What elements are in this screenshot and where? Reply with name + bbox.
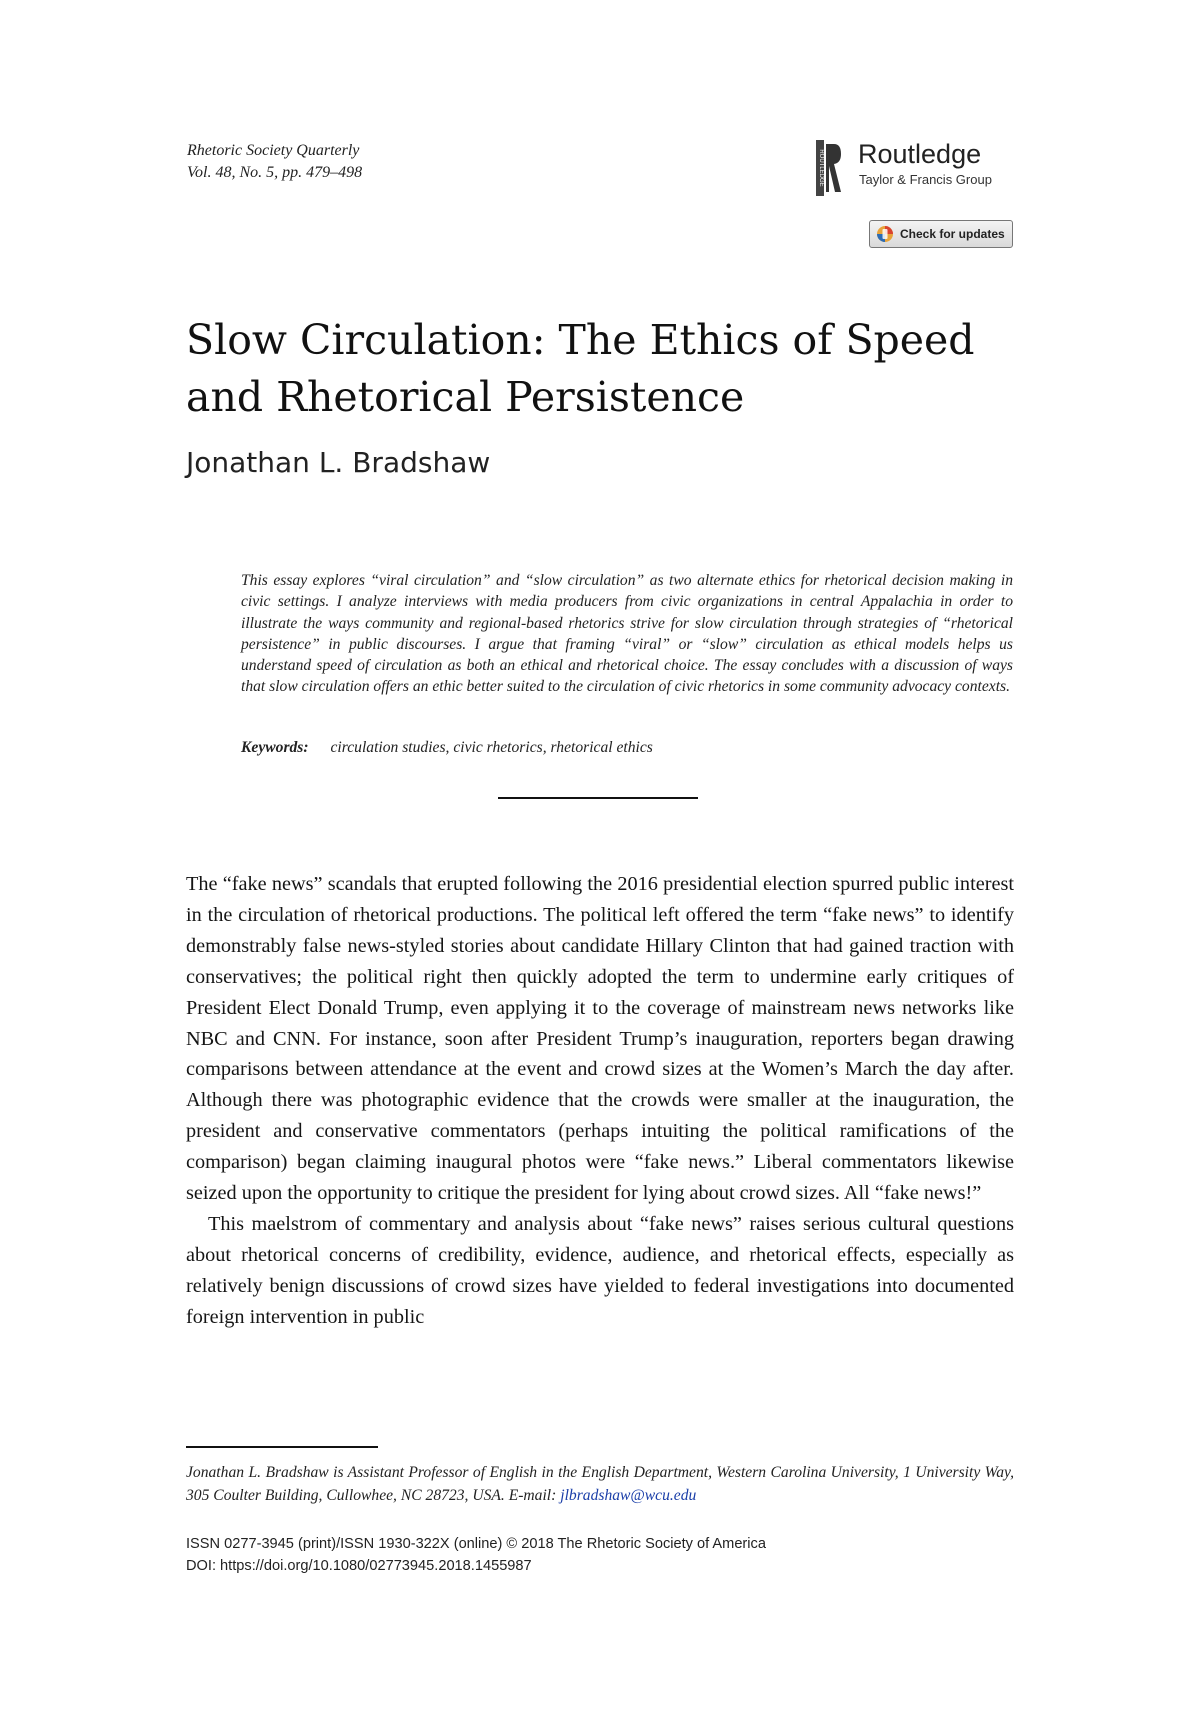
article-author: Jonathan L. Bradshaw (186, 446, 491, 479)
footnote-text: Jonathan L. Bradshaw is Assistant Professor of English in the English Department, Western Carolina University, 1 University Way, 305 Coulter Building, Cullowhee, NC 28723, USA. E-mail: (186, 1464, 1014, 1504)
crossmark-icon (876, 225, 894, 243)
doi-line: DOI: https://doi.org/10.1080/02773945.2018.1455987 (186, 1558, 532, 1574)
keywords-list: circulation studies, civic rhetorics, rhetorical ethics (330, 739, 653, 756)
article-title (186, 312, 1026, 426)
abstract: This essay explores “viral circulation” and “slow circulation” as two alternate ethics for rhetorical decision making in civic settings. I analyze interviews with media producers from civic organizations in central Appalachia in order to illustrate the ways community and regional-based rhetorics strive for slow circulation through strategies of “rhetorical persistence” in public discourses. I argue that framing “viral” or “slow” circulation as ethical models helps us understand speed of circulation as both an ethical and rhetorical choice. The essay concludes with a discussion of ways that slow circulation offers an ethic better suited to the circulation of civic rhetorics in some community advocacy contexts. (241, 572, 1013, 696)
section-divider (498, 797, 698, 799)
body-paragraph-2: This maelstrom of commentary and analysis about “fake news” raises serious cultural questions about rhetorical concerns of credibility, evidence, audience, and rhetorical effects, especially as relatively benign discussions of crowd sizes have yielded to federal investigations into documented foreign intervention in public (186, 1212, 1014, 1328)
issn-block (186, 1533, 1014, 1577)
article-title-line1: Slow Circulation: The Ethics of Speed (186, 316, 975, 364)
check-for-updates-button[interactable] (869, 220, 1013, 248)
issn-line: ISSN 0277-3945 (print)/ISSN 1930-322X (online) © 2018 The Rhetoric Society of America (186, 1536, 766, 1552)
body-text (186, 869, 1014, 1333)
check-for-updates-label: Check for updates (900, 227, 1005, 241)
journal-volume: Vol. 48, No. 5, pp. 479–498 (187, 164, 363, 181)
keywords (241, 737, 1013, 758)
publisher-group: Taylor & Francis Group (859, 172, 992, 187)
body-paragraph-1: The “fake news” scandals that erupted following the 2016 presidential election spurred public interest in the circulation of rhetorical productions. The political left offered the term “fake news” to identify demonstrably false news-styled stories about candidate Hillary Clinton that had gained traction with conservatives; the political right then quickly adopted the term to undermine early critiques of President Elect Donald Trump, even applying it to the coverage of mainstream news networks like NBC and CNN. For instance, soon after President Trump’s inauguration, reporters began drawing comparisons between attendance at the event and crowd sizes at the Women’s March the day after. Although there was photographic evidence that the crowds were smaller at the inauguration, the president and conservative commentators (perhaps intuiting the political ramifications of the comparison) began claiming inaugural photos were “fake news.” Liberal commentators likewise seized upon the opportunity to critique the president for lying about crowd sizes. All “fake news!” (186, 873, 1014, 1205)
keywords-label: Keywords: (241, 739, 309, 756)
publisher-logo[interactable] (816, 138, 1016, 198)
article-title-line2: and Rhetorical Persistence (186, 373, 745, 421)
routledge-logo-icon (816, 140, 842, 196)
journal-name: Rhetoric Society Quarterly (187, 142, 360, 159)
publisher-name: Routledge (858, 139, 982, 169)
author-footnote (186, 1462, 1014, 1507)
journal-header (187, 140, 362, 184)
footnote-rule (186, 1446, 378, 1448)
author-email-link[interactable]: jlbradshaw@wcu.edu (560, 1486, 697, 1504)
svg-text:ROUTLEDGE: ROUTLEDGE (818, 149, 824, 187)
